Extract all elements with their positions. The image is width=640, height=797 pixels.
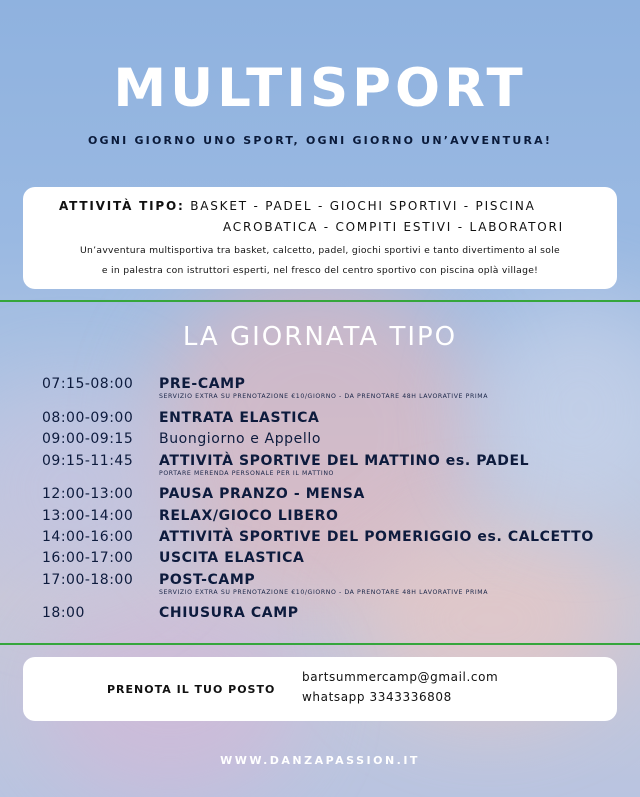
schedule-note: PORTARE MERENDA PERSONALE PER IL MATTINO (159, 470, 335, 477)
schedule-note: SERVIZIO EXTRA SU PRENOTAZIONE €10/GIORNO - DA PRENOTARE 48H LAVORATIVE PRIMA (159, 589, 489, 596)
schedule-activity: Buongiorno e Appello (159, 431, 322, 447)
booking-whatsapp[interactable]: whatsapp 3343336808 (302, 690, 452, 704)
schedule-time: 16:00-17:00 (42, 550, 134, 566)
activities-list-2: ACROBATICA - COMPITI ESTIVI - LABORATORI (223, 220, 564, 234)
website-link[interactable]: WWW.DANZAPASSION.IT (220, 754, 420, 767)
activities-card (23, 187, 617, 289)
schedule-activity: ATTIVITÀ SPORTIVE DEL MATTINO es. PADEL (159, 453, 530, 469)
schedule-activity: PAUSA PRANZO - MENSA (159, 486, 365, 502)
schedule-time: 14:00-16:00 (42, 529, 134, 545)
activities-list-1: BASKET - PADEL - GIOCHI SPORTIVI - PISCINA (184, 199, 536, 213)
description-line-2: e in palestra con istruttori esperti, nel fresco del centro sportivo con piscina oplà village! (101, 265, 539, 276)
divider-line (0, 643, 640, 645)
schedule-activity: CHIUSURA CAMP (159, 605, 299, 621)
schedule-time: 09:00-09:15 (42, 431, 134, 447)
divider-line (0, 300, 640, 302)
activities-line-1 (59, 199, 536, 213)
booking-email[interactable]: bartsummercamp@gmail.com (302, 670, 499, 684)
page-title: MULTISPORT (113, 58, 527, 119)
schedule-activity: RELAX/GIOCO LIBERO (159, 508, 339, 524)
schedule-activity: POST-CAMP (159, 572, 256, 588)
description-line-1: Un’avventura multisportiva tra basket, calcetto, padel, giochi sportivi e tanto divertimento al sole (80, 245, 560, 256)
schedule-activity: USCITA ELASTICA (159, 550, 305, 566)
schedule-title: LA GIORNATA TIPO (182, 322, 458, 352)
schedule-activity: ENTRATA ELASTICA (159, 410, 320, 426)
activities-label: ATTIVITÀ TIPO: (59, 199, 185, 213)
booking-label: PRENOTA IL TUO POSTO (107, 683, 276, 696)
schedule-time: 17:00-18:00 (42, 572, 134, 588)
schedule-activity: PRE-CAMP (159, 376, 246, 392)
schedule-activity: ATTIVITÀ SPORTIVE DEL POMERIGGIO es. CALCETTO (159, 529, 594, 545)
schedule-time: 13:00-14:00 (42, 508, 134, 524)
booking-card (23, 657, 617, 721)
schedule-time: 09:15-11:45 (42, 453, 134, 469)
schedule-time: 12:00-13:00 (42, 486, 134, 502)
schedule-note: SERVIZIO EXTRA SU PRENOTAZIONE €10/GIORNO - DA PRENOTARE 48H LAVORATIVE PRIMA (159, 393, 489, 400)
schedule-time: 08:00-09:00 (42, 410, 134, 426)
page-subtitle: OGNI GIORNO UNO SPORT, OGNI GIORNO UN’AVVENTURA! (87, 134, 553, 147)
schedule-time: 07:15-08:00 (42, 376, 134, 392)
schedule-time: 18:00 (42, 605, 85, 621)
